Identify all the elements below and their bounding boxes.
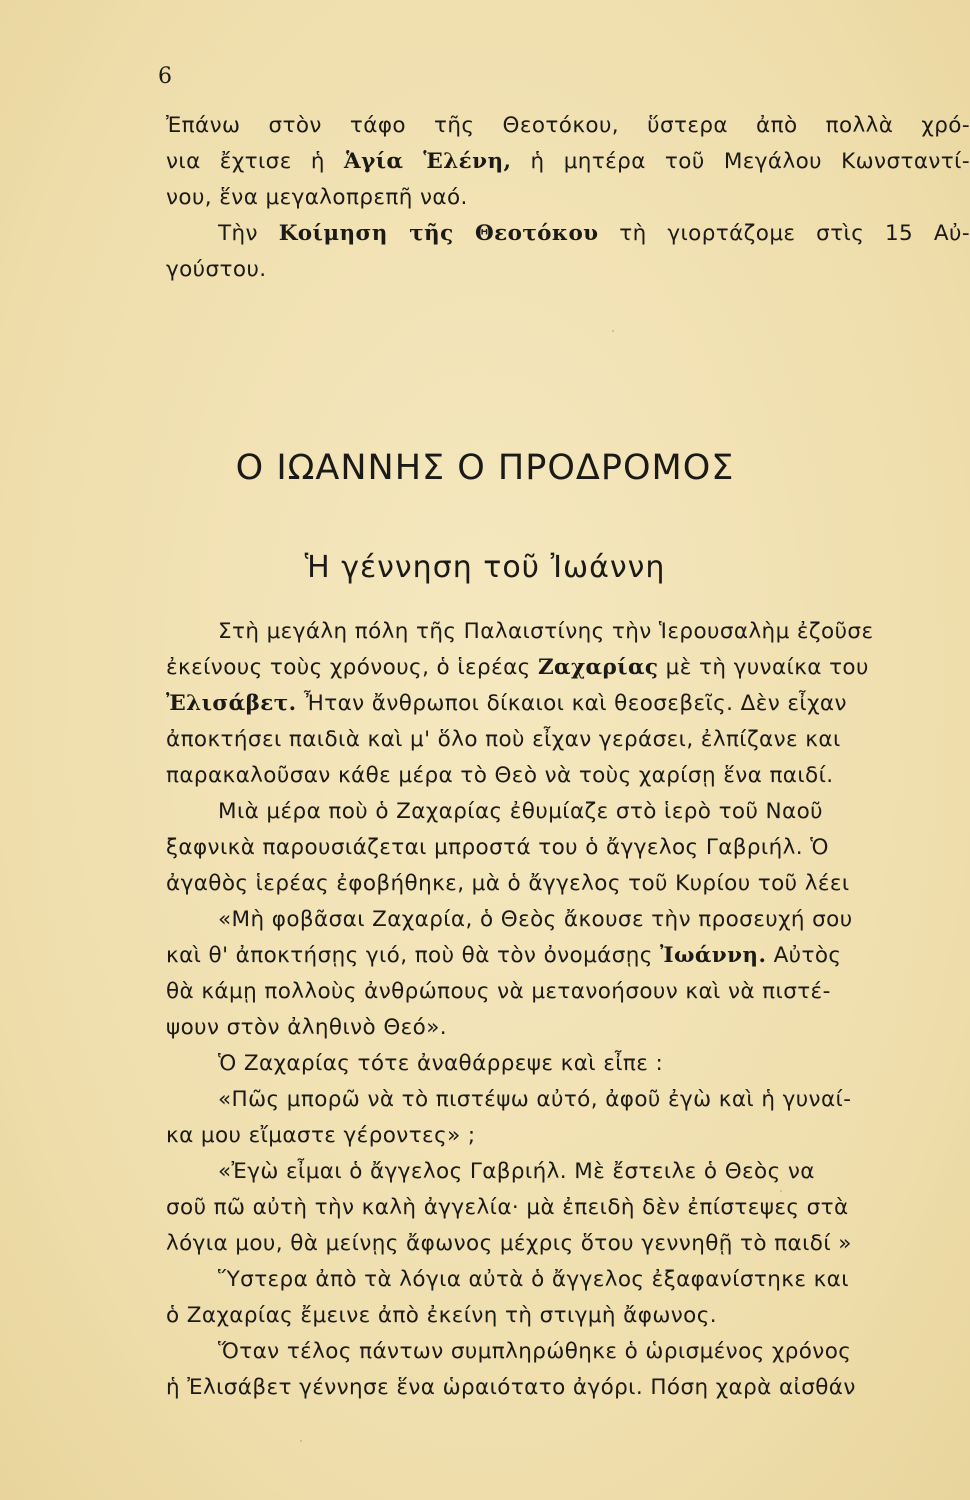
paper-speck (780, 1190, 782, 1192)
text-line: παρακαλοῦσαν κάθε μέρα τὸ Θεὸ νὰ τοὺς χαρίσῃ ἕνα παιδί. (166, 763, 834, 788)
text-line: νου, ἕνα μεγαλοπρεπῆ ναό. (166, 185, 468, 210)
text-line: ξαφνικὰ παρουσιάζεται μπροστά του ὁ ἄγγελος Γαβριήλ. Ὁ (166, 835, 829, 860)
text-line: γούστου. (166, 257, 267, 282)
text-line: «Πῶς μπορῶ νὰ τὸ πιστέψω αὐτό, ἀφοῦ ἐγὼ καὶ ἡ γυναί- (218, 1087, 852, 1112)
text-line: «Ἐγὼ εἶμαι ὁ ἄγγελος Γαβριήλ. Μὲ ἔστειλε ὁ Θεὸς να (218, 1159, 815, 1184)
text-line: ἡ Ἐλισάβετ γέννησε ἕνα ὡραιότατο ἀγόρι. Πόση χαρὰ αἰσθάν (166, 1375, 856, 1400)
text-line: ἐκείνους τοὺς χρόνους, ὁ ἱερέας Ζαχαρίας μὲ τὴ γυναίκα του (166, 655, 869, 680)
text-line: νια ἔχτισε ἡ Ἁγία Ἑλένη, ἡ μητέρα τοῦ Μεγάλου Κωνσταντί- (166, 149, 970, 174)
text-line: σοῦ πῶ αὐτὴ τὴν καλὴ ἀγγελία· μὰ ἐπειδὴ δὲν ἐπίστεψες στὰ (166, 1195, 849, 1220)
text-line: Ὁ Ζαχαρίας τότε ἀναθάρρεψε καὶ εἶπε : (218, 1051, 664, 1076)
text-line: κα μου εἴμαστε γέροντες» ; (166, 1123, 476, 1148)
text-line: Ὅταν τέλος πάντων συμπληρώθηκε ὁ ὡρισμένος χρόνος (218, 1339, 852, 1364)
text-line: Στὴ μεγάλη πόλη τῆς Παλαιστίνης τὴν Ἱερουσαλὴμ ἐζοῦσε (218, 619, 874, 644)
text-line: ψουν στὸν ἀληθινὸ Θεό». (166, 1015, 448, 1040)
text-line: θὰ κάμῃ πολλοὺς ἀνθρώπους νὰ μετανοήσουν καὶ νὰ πιστέ- (166, 979, 831, 1004)
text-line: Μιὰ μέρα ποὺ ὁ Ζαχαρίας ἐθυμίαζε στὸ ἱερὸ τοῦ Ναοῦ (218, 799, 823, 824)
text-line: λόγια μου, θὰ μείνῃς ἄφωνος μέχρις ὅτου γεννηθῇ τὸ παιδί » (166, 1231, 852, 1256)
text-line: Ἐπάνω στὸν τάφο τῆς Θεοτόκου, ὕστερα ἀπὸ πολλὰ χρό- (166, 113, 970, 138)
section-title: Ἡ γέννηση τοῦ Ἰωάννη (304, 550, 666, 585)
paper-speck (300, 1440, 302, 1442)
paper-speck (612, 330, 614, 332)
text-line: Ἐλισάβετ. Ἦταν ἄνθρωποι δίκαιοι καὶ θεοσεβεῖς. Δὲν εἶχαν (166, 691, 847, 716)
text-line: «Μὴ φοβᾶσαι Ζαχαρία, ὁ Θεὸς ἄκουσε τὴν προσευχή σου (218, 907, 853, 932)
chapter-title: Ο ΙΩΑΝΝΗΣ Ο ΠΡΟΔΡΟΜΟΣ (235, 448, 735, 488)
page-number: 6 (158, 64, 172, 89)
text-line: ὁ Ζαχαρίας ἔμεινε ἀπὸ ἐκείνη τὴ στιγμὴ ἄφωνος. (166, 1303, 717, 1328)
text-line: ἀγαθὸς ἱερέας ἐφοβήθηκε, μὰ ὁ ἄγγελος τοῦ Κυρίου τοῦ λέει (166, 871, 850, 896)
text-line: Ὕστερα ἀπὸ τὰ λόγια αὐτὰ ὁ ἄγγελος ἐξαφανίστηκε και (218, 1267, 849, 1292)
text-line: καὶ θ' ἀποκτήσῃς γιό, ποὺ θὰ τὸν ὀνομάσῃς Ἰωάννη. Αὐτὸς (166, 943, 842, 968)
text-line: ἀποκτήσει παιδιὰ καὶ μ' ὅλο ποὺ εἶχαν γεράσει, ἐλπίζανε και (166, 727, 841, 752)
text-line: Τὴν Κοίμηση τῆς Θεοτόκου τὴ γιορτάζομε στὶς 15 Αὐ- (218, 221, 970, 246)
